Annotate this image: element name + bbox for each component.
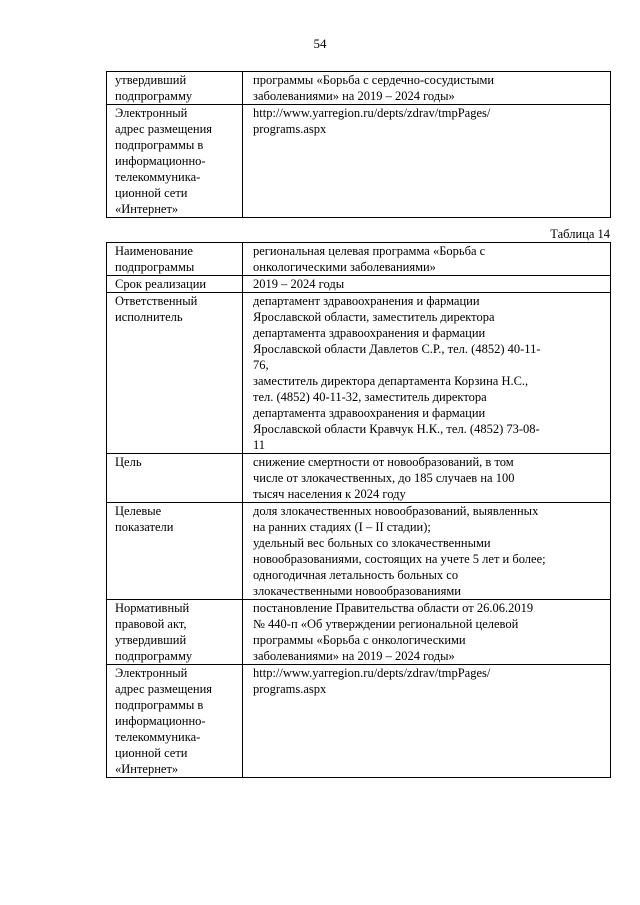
previous-subprogram-table [106,71,611,218]
label-text-line: правовой акт, [115,617,187,631]
label-text-line: исполнитель [115,310,183,324]
table-row [107,600,611,665]
value-text-line: 2019 – 2024 годы [253,277,345,291]
value-text-line: 76, [253,358,269,372]
value-text-line: на ранних стадиях (I – II стадии); [253,520,431,534]
label-text-line: подпрограмму [115,89,193,103]
value-text-line: новообразованиями, состоящих на учете 5 лет и более; [253,552,546,566]
value-text-line: региональная целевая программа «Борьба с [253,244,486,258]
label-text-line: Целевые [115,504,162,518]
value-text-line: http://www.yarregion.ru/depts/zdrav/tmpPages/ [253,666,491,680]
table-row [107,665,611,778]
table-row [107,454,611,503]
row-label-cell [107,293,243,454]
row-label-cell [107,276,243,293]
label-text-line: подпрограммы [115,260,195,274]
value-text-line: № 440-п «Об утверждении региональной целевой [253,617,519,631]
table-row [107,72,611,105]
table-row [107,293,611,454]
value-text-line: тысяч населения к 2024 году [253,487,406,501]
value-text-line: департамент здравоохранения и фармации [253,294,480,308]
value-text-line: доля злокачественных новообразований, выявленных [253,504,539,518]
label-text-line: Цель [115,455,142,469]
label-text-line: утвердивший [115,73,187,87]
row-value-cell [243,665,611,778]
label-text-line: телекоммуника- [115,730,201,744]
label-text-line: ционной сети [115,746,188,760]
value-text-line: снижение смертности от новообразований, в том [253,455,514,469]
value-text-line: Ярославской области, заместитель директора [253,310,495,324]
row-label-cell [107,665,243,778]
value-text-line: департамента здравоохранения и фармации [253,326,486,340]
row-value-cell [243,454,611,503]
label-text-line: Электронный [115,666,188,680]
value-text-line: злокачественными новообразованиями [253,584,461,598]
row-value-cell [243,293,611,454]
label-text-line: информационно- [115,154,206,168]
value-text-line: Ярославской области Кравчук Н.К., тел. (4852) 73-08- [253,422,540,436]
value-text-line: удельный вес больных со злокачественными [253,536,491,550]
table-row [107,243,611,276]
value-text-line: Ярославской области Давлетов С.Р., тел. (4852) 40-11- [253,342,541,356]
value-text-line: заместитель директора департамента Корзина Н.С., [253,374,529,388]
label-text-line: показатели [115,520,174,534]
row-label-cell [107,454,243,503]
table-row [107,105,611,218]
row-label-cell [107,105,243,218]
label-text-line: адрес размещения [115,682,213,696]
label-text-line: информационно- [115,714,206,728]
row-value-cell [243,105,611,218]
label-text-line: Срок реализации [115,277,207,291]
label-text-line: Наименование [115,244,193,258]
label-text-line: подпрограммы в [115,698,204,712]
value-text-line: тел. (4852) 40-11-32, заместитель директора [253,390,487,404]
value-text-line: programs.aspx [253,122,327,136]
label-text-line: «Интернет» [115,202,179,216]
value-text-line: заболеваниями» на 2019 – 2024 годы» [253,89,455,103]
row-value-cell [243,503,611,600]
value-text-line: программы «Борьба с сердечно-сосудистыми [253,73,495,87]
label-text-line: утвердивший [115,633,187,647]
table-row [107,276,611,293]
row-value-cell [243,276,611,293]
value-text-line: департамента здравоохранения и фармации [253,406,486,420]
value-text-line: числе от злокачественных, до 185 случаев на 100 [253,471,515,485]
row-label-cell [107,600,243,665]
row-label-cell [107,243,243,276]
label-text-line: Нормативный [115,601,190,615]
value-text-line: программы «Борьба с онкологическими [253,633,466,647]
value-text-line: заболеваниями» на 2019 – 2024 годы» [253,649,455,663]
table-row [107,503,611,600]
value-text-line: http://www.yarregion.ru/depts/zdrav/tmpPages/ [253,106,491,120]
value-text-line: одногодичная летальность больных со [253,568,459,582]
label-text-line: Ответственный [115,294,198,308]
prev-table-body [107,72,611,218]
page-number: 54 [313,36,327,51]
label-text-line: «Интернет» [115,762,179,776]
value-text-line: programs.aspx [253,682,327,696]
value-text-line: постановление Правительства области от 26.06.2019 [253,601,534,615]
label-text-line: адрес размещения [115,122,213,136]
row-label-cell [107,503,243,600]
value-text-line: онкологическими заболеваниями» [253,260,436,274]
table-caption: Таблица 14 [550,227,610,241]
label-text-line: подпрограммы в [115,138,204,152]
table-14 [106,242,611,778]
label-text-line: Электронный [115,106,188,120]
table-14-body [107,243,611,778]
row-value-cell [243,72,611,105]
row-value-cell [243,243,611,276]
label-text-line: телекоммуника- [115,170,201,184]
label-text-line: подпрограмму [115,649,193,663]
row-value-cell [243,600,611,665]
value-text-line: 11 [253,438,266,452]
row-label-cell [107,72,243,105]
label-text-line: ционной сети [115,186,188,200]
